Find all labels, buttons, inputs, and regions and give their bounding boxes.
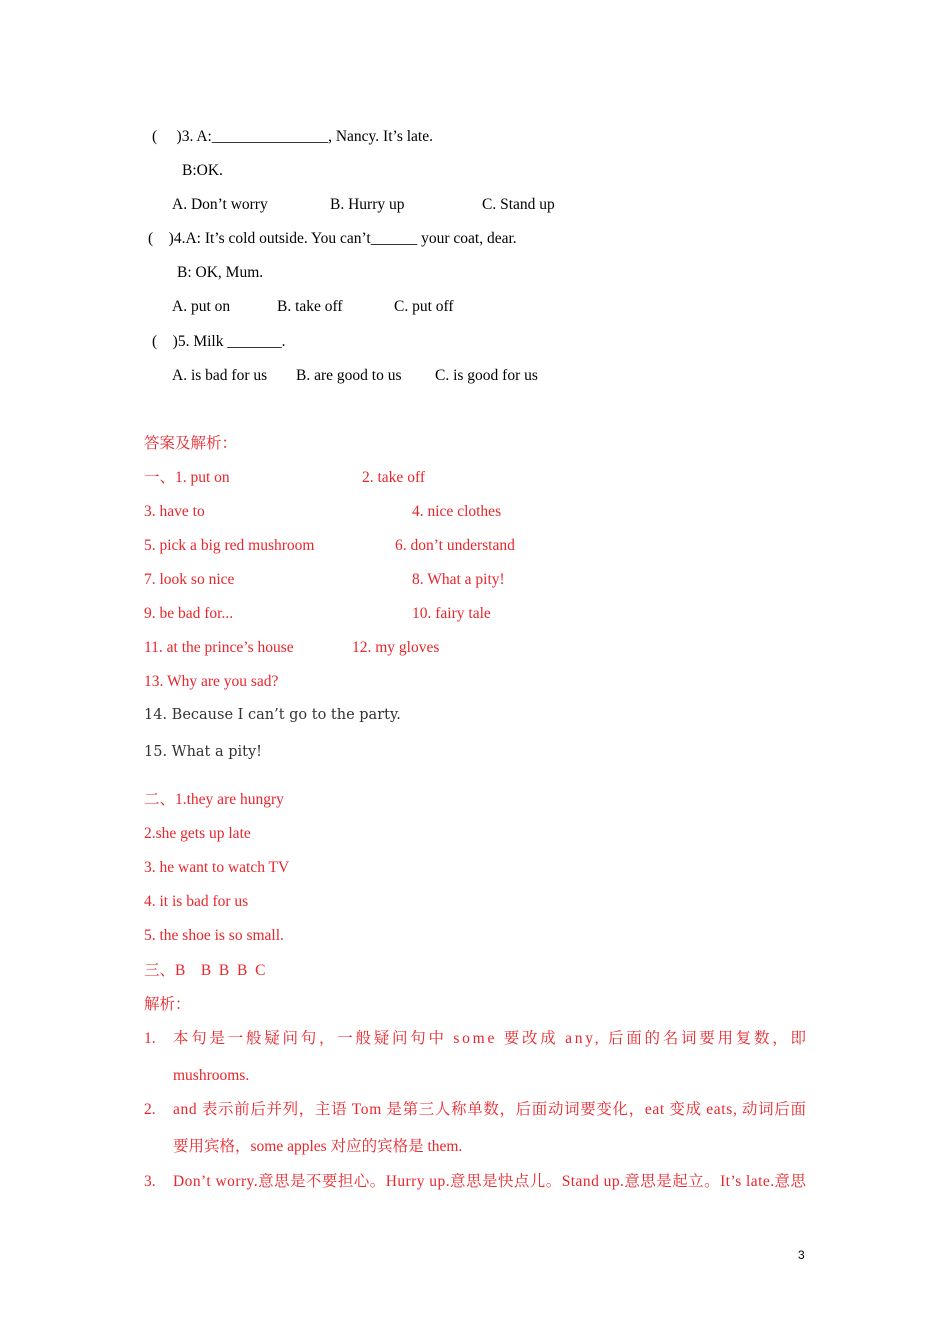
answers-heading: 答案及解析： <box>144 435 238 452</box>
answer-2-1: 二、1.they are hungry <box>144 791 284 808</box>
answer-1-1: 一、1. put on <box>144 469 230 486</box>
question-4-option-a: A. put on <box>172 298 231 315</box>
question-3-option-b: B. Hurry up <box>330 196 405 213</box>
question-5-option-a: A. is bad for us <box>172 367 268 384</box>
question-4-reply: B: OK, Mum. <box>177 264 264 281</box>
question-5-option-b: B. are good to us <box>296 367 402 384</box>
analysis-1-line2: mushrooms. <box>173 1067 250 1084</box>
analysis-label: 解析： <box>144 996 191 1013</box>
answer-1-14: 14. Because I can’t go to the party. <box>144 707 401 723</box>
answer-1-11: 11. at the prince’s house <box>144 639 294 656</box>
question-4-option-c: C. put off <box>394 298 454 315</box>
answer-1-5: 5. pick a big red mushroom <box>144 537 315 554</box>
answer-3: 三、B B B B C <box>144 962 266 979</box>
answer-1-10: 10. fairy tale <box>412 605 491 622</box>
answer-2-5: 5. the shoe is so small. <box>144 927 284 944</box>
answer-2-2: 2.she gets up late <box>144 825 251 842</box>
question-3-option-a: A. Don’t worry <box>172 196 268 213</box>
question-3-reply: B:OK. <box>182 162 223 179</box>
analysis-1-line1: 本句是一般疑问句，一般疑问句中 some 要改成 any, 后面的名词要用复数，即 <box>173 1030 809 1047</box>
page-number: 3 <box>798 1248 805 1262</box>
answer-1-6: 6. don’t understand <box>395 537 515 554</box>
analysis-2-line1: and 表示前后并列，主语 Tom 是第三人称单数，后面动词要变化，eat 变成 eats, 动词后面 <box>173 1101 807 1118</box>
question-3-option-c: C. Stand up <box>482 196 555 213</box>
analysis-2-number: 2. <box>144 1101 156 1118</box>
question-5-option-c: C. is good for us <box>435 367 538 384</box>
answer-1-8: 8. What a pity! <box>412 571 505 588</box>
analysis-2-line2: 要用宾格，some apples 对应的宾格是 them. <box>173 1138 463 1155</box>
answer-1-3: 3. have to <box>144 503 205 520</box>
answer-1-7: 7. look so nice <box>144 571 235 588</box>
answer-2-4: 4. it is bad for us <box>144 893 249 910</box>
answer-1-12: 12. my gloves <box>352 639 440 656</box>
analysis-3-line1: Don’t worry.意思是不要担心。Hurry up.意思是快点儿。Stand up.意思是起立。It’s late.意思 <box>173 1173 807 1190</box>
answer-2-3: 3. he want to watch TV <box>144 859 290 876</box>
analysis-3-number: 3. <box>144 1173 156 1190</box>
question-3-stem: ( )3. A:_______________, Nancy. It’s late. <box>152 128 433 145</box>
answer-1-2: 2. take off <box>362 469 425 486</box>
analysis-1-number: 1. <box>144 1030 156 1047</box>
answer-1-4: 4. nice clothes <box>412 503 502 520</box>
question-4-stem: ( )4.A: It’s cold outside. You can’t______ your coat, dear. <box>148 230 517 247</box>
question-5-stem: ( )5. Milk _______. <box>152 333 286 350</box>
question-4-option-b: B. take off <box>277 298 343 315</box>
answer-1-9: 9. be bad for... <box>144 605 234 622</box>
answer-1-13: 13. Why are you sad? <box>144 673 279 690</box>
answer-1-15: 15. What a pity! <box>144 744 263 760</box>
